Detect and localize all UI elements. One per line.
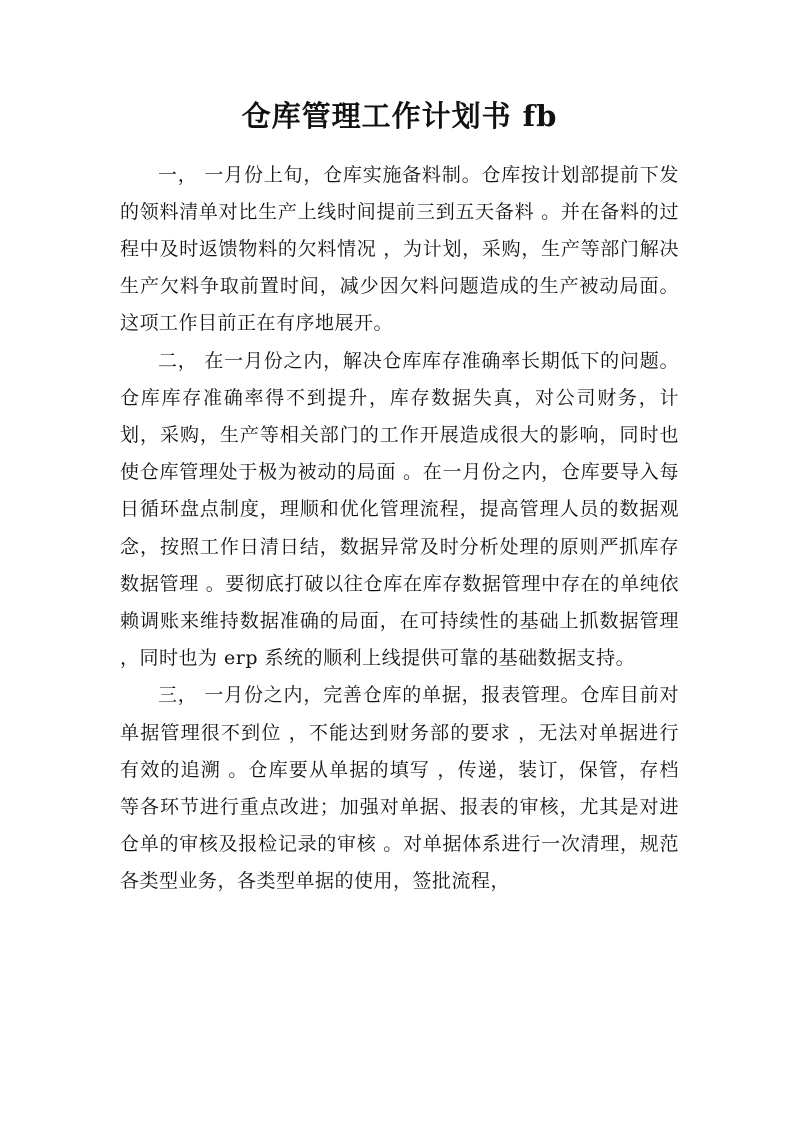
document-title: 仓库管理工作计划书 fb <box>241 99 558 133</box>
paragraph-3: 三， 一月份之内，完善仓库的单据，报表管理。仓库目前对单据管理很不到位 ，不能达到财务部的要求 ，无法对单据进行有效的追溯 。仓库要从单据的填写 ，传递，装订，保管，存档等各环节进行重点改进；加强对单据、报表的审核，尤其是对进仓单的审核及报检记录的审核 。对单据体系进行一次清理，规范各类型业务，各类型单据的使用，签批流程， <box>120 684 679 893</box>
paragraph-1: 一， 一月份上旬，仓库实施备料制。仓库按计划部提前下发的领料清单对比生产上线时间提前三到五天备料 。并在备料的过程中及时返馈物料的欠料情况 ，为计划，采购，生产等部门解决生产欠料争取前置时间，减少因欠料问题造成的生产被动局面。这项工作目前正在有序地展开。 <box>120 163 679 335</box>
paragraph-2: 二， 在一月份之内，解决仓库库存准确率长期低下的问题。仓库库存准确率得不到提升，库存数据失真，对公司财务，计划，采购，生产等相关部门的工作开展造成很大的影响，同时也使仓库管理处于极为被动的局面 。在一月份之内，仓库要导入每日循环盘点制度，理顺和优化管理流程，提高管理人员的数据观念，按照工作日清日结，数据异常及时分析处理的原则严抓库存数据管理 。要彻底打破以往仓库在库存数据管理中存在的单纯依赖调账来维持数据准确的局面，在可持续性的基础上抓数据管理 ，同时也为 erp 系统的顺利上线提供可靠的基础数据支持。 <box>120 349 679 670</box>
